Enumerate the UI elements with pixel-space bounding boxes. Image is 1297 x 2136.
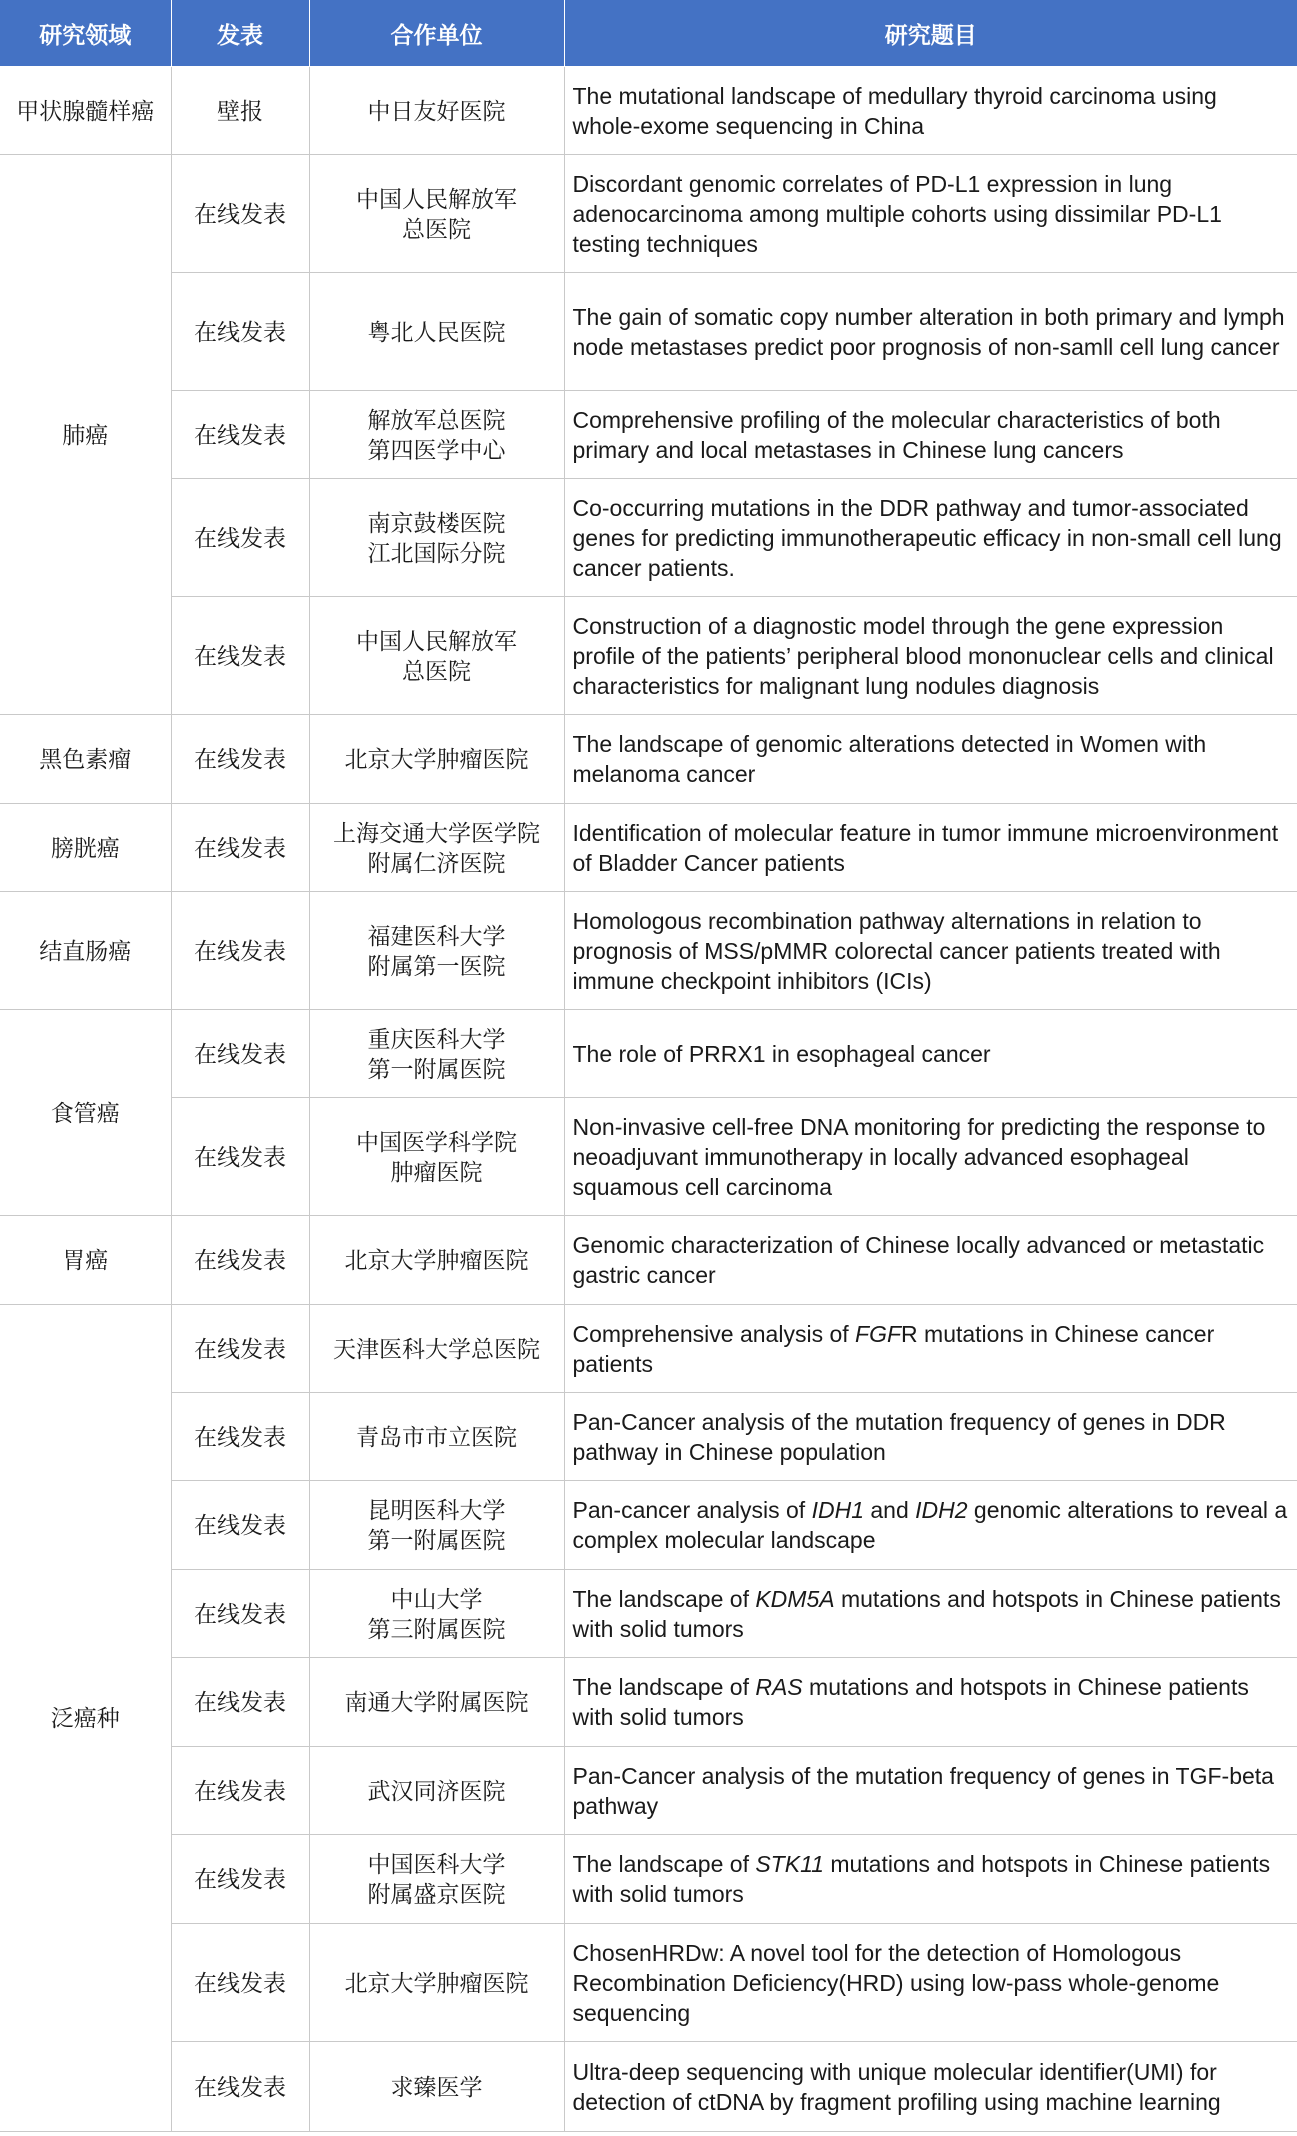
title-cell: The landscape of genomic alterations detected in Women with melanoma cancer [564, 715, 1297, 804]
publication-cell: 在线发表 [171, 804, 309, 892]
institution-line: 北京大学肿瘤医院 [344, 1969, 529, 1996]
institution-line: 粤北人民医院 [367, 318, 506, 345]
institution-line: 第三附属医院 [367, 1615, 506, 1642]
gene-name: FGF [855, 1320, 902, 1347]
institution-cell [309, 1570, 564, 1658]
institution-cell [309, 1010, 564, 1098]
table-row [0, 1393, 1297, 1481]
title-cell: The mutational landscape of medullary thyroid carcinoma using whole-exome sequencing in China [564, 67, 1297, 155]
table-row [0, 1570, 1297, 1658]
header-area: 研究领域 [0, 0, 171, 67]
publication-cell: 在线发表 [171, 1305, 309, 1393]
table-row [0, 479, 1297, 597]
title-text: mutations and hotspots in Chinese patients with solid tumors [572, 1585, 1281, 1642]
publication-cell: 在线发表 [171, 2042, 309, 2132]
table-row [0, 1216, 1297, 1305]
institution-line: 总医院 [402, 215, 471, 242]
title-cell: Non-invasive cell-free DNA monitoring for predicting the response to neoadjuvant immunotherapy in locally advanced esophageal squamous cell carcinoma [564, 1098, 1297, 1216]
institution-cell [309, 67, 564, 155]
publication-cell: 在线发表 [171, 273, 309, 391]
title-cell: Pan-Cancer analysis of the mutation frequency of genes in TGF-beta pathway [564, 1747, 1297, 1835]
institution-line: 武汉同济医院 [367, 1777, 506, 1804]
publication-cell: 在线发表 [171, 597, 309, 715]
title-text: Comprehensive analysis of [572, 1320, 856, 1347]
category-cell: 黑色素瘤 [0, 715, 171, 804]
institution-cell [309, 597, 564, 715]
table-row [0, 892, 1297, 1010]
institution-line: 南京鼓楼医院 [367, 509, 506, 536]
institution-line: 中山大学 [390, 1585, 483, 1612]
publication-cell: 在线发表 [171, 892, 309, 1010]
title-cell [564, 1658, 1297, 1747]
table-row [0, 1658, 1297, 1747]
table-row [0, 2042, 1297, 2132]
header-title: 研究题目 [564, 0, 1297, 67]
publication-cell: 在线发表 [171, 1747, 309, 1835]
title-cell: The gain of somatic copy number alteration in both primary and lymph node metastases predict poor prognosis of non-samll cell lung cancer [564, 273, 1297, 391]
institution-line: 中国医科大学 [367, 1851, 506, 1877]
institution-line: 求臻医学 [390, 2073, 483, 2100]
institution-cell [309, 1098, 564, 1216]
table-row [0, 1305, 1297, 1393]
institution-line: 福建医科大学 [367, 922, 506, 949]
title-cell [564, 1570, 1297, 1658]
title-text: The landscape of [572, 1674, 756, 1700]
table-row [0, 273, 1297, 391]
publication-cell: 在线发表 [171, 1835, 309, 1924]
category-cell: 膀胱癌 [0, 804, 171, 892]
title-text: mutations and hotspots in Chinese patients with solid tumors [572, 1674, 1249, 1730]
category-cell: 食管癌 [0, 1010, 171, 1216]
gene-name: IDH2 [915, 1497, 968, 1523]
institution-line: 中国医学科学院 [356, 1128, 517, 1155]
category-cell: 结直肠癌 [0, 892, 171, 1010]
institution-line: 肿瘤医院 [390, 1158, 483, 1185]
title-text: The landscape of [572, 1851, 756, 1877]
category-cell: 甲状腺髓样癌 [0, 67, 171, 155]
institution-line: 青岛市市立医院 [356, 1423, 517, 1450]
gene-name: KDM5A [755, 1585, 835, 1612]
title-cell: Comprehensive profiling of the molecular characteristics of both primary and local metastases in Chinese lung cancers [564, 391, 1297, 479]
table-row [0, 1481, 1297, 1570]
title-cell: Identification of molecular feature in tumor immune microenvironment of Bladder Cancer patients [564, 804, 1297, 892]
table-row [0, 1098, 1297, 1216]
table-row [0, 715, 1297, 804]
publication-cell: 壁报 [171, 67, 309, 155]
gene-name: RAS [755, 1674, 803, 1700]
title-cell: Co-occurring mutations in the DDR pathway and tumor-associated genes for predicting immunotherapeutic efficacy in non-small cell lung cancer patients. [564, 479, 1297, 597]
title-text: genomic alterations to reveal a complex molecular landscape [572, 1497, 1288, 1553]
title-cell: Genomic characterization of Chinese locally advanced or metastatic gastric cancer [564, 1216, 1297, 1305]
publication-cell: 在线发表 [171, 1098, 309, 1216]
category-cell: 胃癌 [0, 1216, 171, 1305]
header-institution: 合作单位 [309, 0, 564, 67]
institution-line: 第一附属医院 [367, 1055, 506, 1082]
category-cell: 肺癌 [0, 155, 171, 715]
publication-cell: 在线发表 [171, 1481, 309, 1570]
publication-cell: 在线发表 [171, 1393, 309, 1481]
title-cell: ChosenHRDw: A novel tool for the detection of Homologous Recombination Deficiency(HRD) using low-pass whole-genome sequencing [564, 1924, 1297, 2042]
institution-line: 中国人民解放军 [356, 627, 517, 654]
publication-cell: 在线发表 [171, 479, 309, 597]
institution-cell [309, 155, 564, 273]
table-row [0, 1747, 1297, 1835]
title-text: mutations and hotspots in Chinese patients with solid tumors [572, 1851, 1271, 1907]
institution-line: 附属第一医院 [367, 952, 506, 979]
institution-line: 第一附属医院 [367, 1527, 506, 1553]
institution-cell [309, 391, 564, 479]
institution-line: 江北国际分院 [367, 539, 506, 566]
institution-cell [309, 1481, 564, 1570]
title-text: and [863, 1497, 916, 1523]
institution-line: 解放军总医院 [367, 406, 506, 433]
publication-cell: 在线发表 [171, 1658, 309, 1747]
institution-cell [309, 479, 564, 597]
table-row [0, 391, 1297, 479]
institution-line: 重庆医科大学 [367, 1025, 506, 1052]
institution-line: 附属盛京医院 [367, 1881, 506, 1907]
institution-cell [309, 1216, 564, 1305]
title-cell [564, 1305, 1297, 1393]
institution-line: 天津医科大学总医院 [333, 1335, 540, 1362]
title-cell: Homologous recombination pathway alternations in relation to prognosis of MSS/pMMR colorectal cancer patients treated with immune checkpoint inhibitors (ICIs) [564, 892, 1297, 1010]
institution-line: 上海交通大学医学院 [333, 819, 540, 846]
table-row [0, 597, 1297, 715]
title-cell: Discordant genomic correlates of PD-L1 expression in lung adenocarcinoma among multiple cohorts using dissimilar PD-L1 testing techniques [564, 155, 1297, 273]
institution-cell [309, 715, 564, 804]
publication-cell: 在线发表 [171, 155, 309, 273]
publication-cell: 在线发表 [171, 1010, 309, 1098]
institution-line: 总医院 [402, 657, 471, 684]
institution-line: 附属仁济医院 [367, 849, 506, 876]
title-cell: Ultra-deep sequencing with unique molecular identifier(UMI) for detection of ctDNA by fragment profiling using machine learning [564, 2042, 1297, 2132]
institution-line: 中日友好医院 [367, 97, 506, 124]
institution-cell [309, 804, 564, 892]
table-row [0, 804, 1297, 892]
title-cell: The role of PRRX1 in esophageal cancer [564, 1010, 1297, 1098]
title-cell [564, 1835, 1297, 1924]
publication-cell: 在线发表 [171, 391, 309, 479]
category-cell: 泛癌种 [0, 1305, 171, 2132]
table-row [0, 1924, 1297, 2042]
institution-cell [309, 892, 564, 1010]
table-row [0, 1835, 1297, 1924]
institution-line: 昆明医科大学 [367, 1497, 506, 1523]
publication-cell: 在线发表 [171, 1570, 309, 1658]
title-cell [564, 1481, 1297, 1570]
institution-cell [309, 2042, 564, 2132]
institution-cell [309, 1747, 564, 1835]
institution-cell [309, 273, 564, 391]
institution-line: 南通大学附属医院 [344, 1689, 529, 1715]
institution-line: 北京大学肿瘤医院 [344, 1247, 529, 1273]
publication-cell: 在线发表 [171, 1216, 309, 1305]
institution-cell [309, 1393, 564, 1481]
institution-line: 第四医学中心 [367, 436, 506, 463]
table-row [0, 1010, 1297, 1098]
gene-name: STK11 [755, 1851, 824, 1877]
header-row [0, 0, 1297, 67]
institution-line: 中国人民解放军 [356, 185, 517, 212]
gene-name: IDH1 [811, 1497, 864, 1523]
header-publication: 发表 [171, 0, 309, 67]
publication-cell: 在线发表 [171, 715, 309, 804]
institution-cell [309, 1835, 564, 1924]
institution-cell [309, 1305, 564, 1393]
title-cell: Pan-Cancer analysis of the mutation frequency of genes in DDR pathway in Chinese population [564, 1393, 1297, 1481]
title-text: Pan-cancer analysis of [572, 1497, 812, 1523]
institution-cell [309, 1658, 564, 1747]
publication-cell: 在线发表 [171, 1924, 309, 2042]
title-text: R mutations in Chinese cancer patients [572, 1320, 1215, 1377]
institution-cell [309, 1924, 564, 2042]
institution-line: 北京大学肿瘤医院 [344, 746, 529, 772]
title-text: The landscape of [572, 1585, 756, 1612]
table-row [0, 67, 1297, 155]
title-cell: Construction of a diagnostic model through the gene expression profile of the patients’ peripheral blood mononuclear cells and clinical characteristics for malignant lung nodules diagnosis [564, 597, 1297, 715]
table-row [0, 155, 1297, 273]
